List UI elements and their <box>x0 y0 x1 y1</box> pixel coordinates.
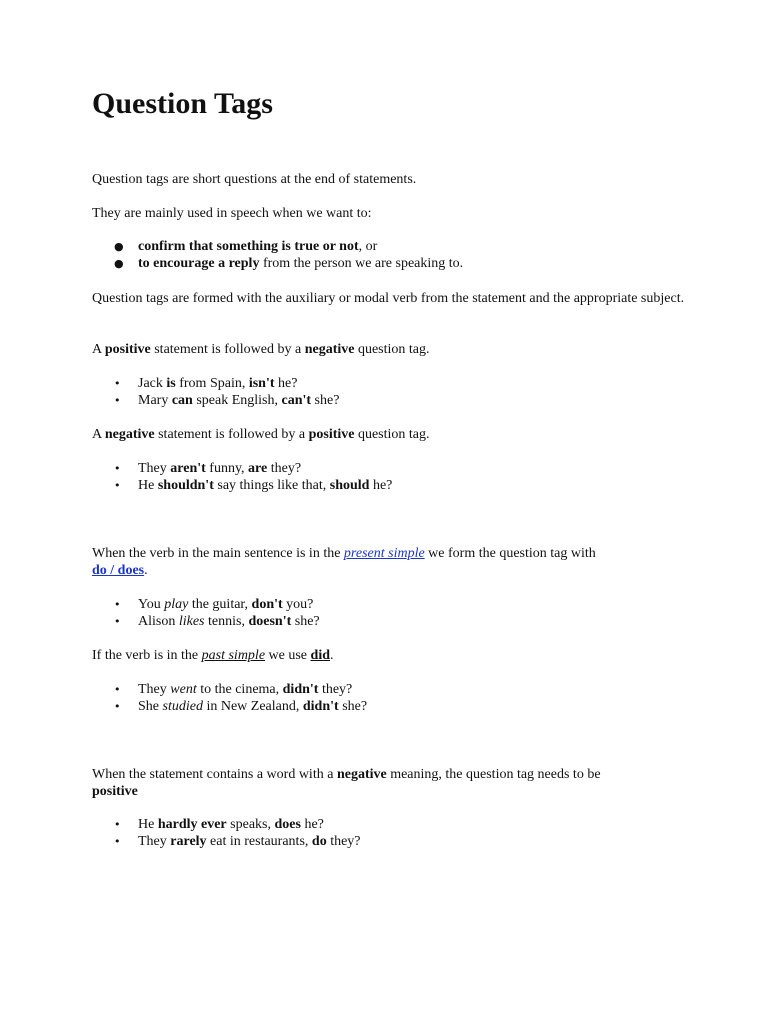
uses-intro-paragraph: They are mainly used in speech when we want to: <box>92 206 372 221</box>
example-item: She studied in New Zealand, didn't she? <box>138 699 368 714</box>
do-does-link[interactable]: do / does <box>92 563 145 578</box>
example-item: Jack is from Spain, isn't he? <box>138 376 298 391</box>
example-item: They rarely eat in restaurants, do they? <box>138 834 361 849</box>
negative-rule-paragraph: A negative statement is followed by a positive question tag. <box>92 427 430 442</box>
negative-meaning-paragraph: When the statement contains a word with a negative meaning, the question tag needs to be positive <box>92 767 601 799</box>
formation-paragraph: Question tags are formed with the auxiliary or modal verb from the statement and the appropriate subject. <box>92 291 685 306</box>
example-item: Mary can speak English, can't she? <box>138 393 340 408</box>
example-item: They went to the cinema, didn't they? <box>138 682 353 697</box>
list-item: confirm that something is true or not, or <box>138 239 378 254</box>
positive-rule-paragraph: A positive statement is followed by a negative question tag. <box>92 342 430 357</box>
bullet-icon: • <box>114 479 121 492</box>
bullet-icon: • <box>114 835 121 848</box>
bullet-icon: • <box>114 598 121 611</box>
page-title: Question Tags <box>92 87 273 120</box>
example-item: He shouldn't say things like that, should he? <box>138 478 393 493</box>
bullet-icon: • <box>114 462 121 475</box>
example-item: You play the guitar, don't you? <box>138 597 314 612</box>
bullet-icon: ● <box>114 257 124 270</box>
present-simple-paragraph: When the verb in the main sentence is in the present simple we form the question tag with do / does. <box>92 546 596 578</box>
example-item: He hardly ever speaks, does he? <box>138 817 324 832</box>
bullet-icon: • <box>114 394 121 407</box>
bullet-icon: • <box>114 615 121 628</box>
present-simple-link[interactable]: present simple <box>343 546 425 561</box>
bullet-icon: • <box>114 700 121 713</box>
example-item: Alison likes tennis, doesn't she? <box>138 614 320 629</box>
bullet-icon: • <box>114 818 121 831</box>
list-item: to encourage a reply from the person we are speaking to. <box>138 256 464 271</box>
bullet-icon: • <box>114 377 121 390</box>
bullet-icon: ● <box>114 240 124 253</box>
example-item: They aren't funny, are they? <box>138 461 302 476</box>
bullet-icon: • <box>114 683 121 696</box>
intro-paragraph: Question tags are short questions at the end of statements. <box>92 172 417 187</box>
past-simple-paragraph: If the verb is in the past simple we use did. <box>92 648 334 663</box>
